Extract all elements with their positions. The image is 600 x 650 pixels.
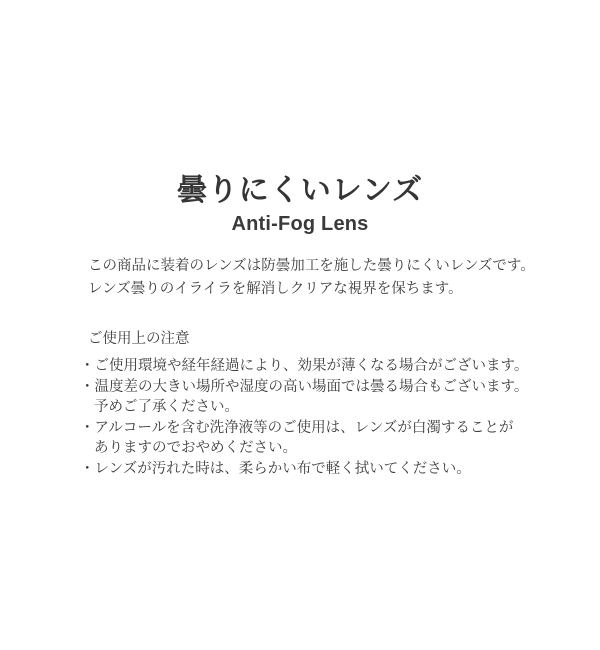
bullet-marker: ・ <box>80 419 95 436</box>
page-subtitle: Anti-Fog Lens <box>231 213 369 235</box>
note-text-continuation: ありますのでおやめください。 <box>94 440 297 456</box>
note-line <box>80 418 564 439</box>
page-title: 曇りにくいレンズ <box>176 174 424 207</box>
bullet-marker: ・ <box>80 460 95 477</box>
usage-notes-list <box>80 356 564 479</box>
note-line <box>80 356 564 377</box>
note-text: レンズが汚れた時は、柔らかい布で軽く拭いてください。 <box>94 460 471 477</box>
note-text: アルコールを含む洗浄液等のご使用は、レンズが白濁することが <box>94 419 514 436</box>
bullet-marker: ・ <box>80 358 95 374</box>
product-description <box>88 255 556 301</box>
usage-note-4 <box>80 459 564 480</box>
usage-note-3 <box>80 418 564 459</box>
note-text-continuation: 予めご了承ください。 <box>94 399 239 415</box>
usage-notes-heading: ご使用上の注意 <box>88 331 190 347</box>
bullet-marker: ・ <box>80 378 95 395</box>
note-text: ご使用環境や経年経過により、効果が薄くなる場合がございます。 <box>94 358 529 374</box>
note-text: 温度差の大きい場所や湿度の高い場面では曇る場合もございます。 <box>94 378 529 395</box>
description-line-2: レンズ曇りのイライラを解消しクリアな視界を保ちます。 <box>88 281 463 297</box>
note-line <box>80 377 564 398</box>
description-line-1: この商品に装着のレンズは防曇加工を施した曇りにくいレンズです。 <box>88 258 535 274</box>
usage-note-1 <box>80 356 564 377</box>
usage-note-2 <box>80 377 564 418</box>
note-line <box>80 459 564 480</box>
